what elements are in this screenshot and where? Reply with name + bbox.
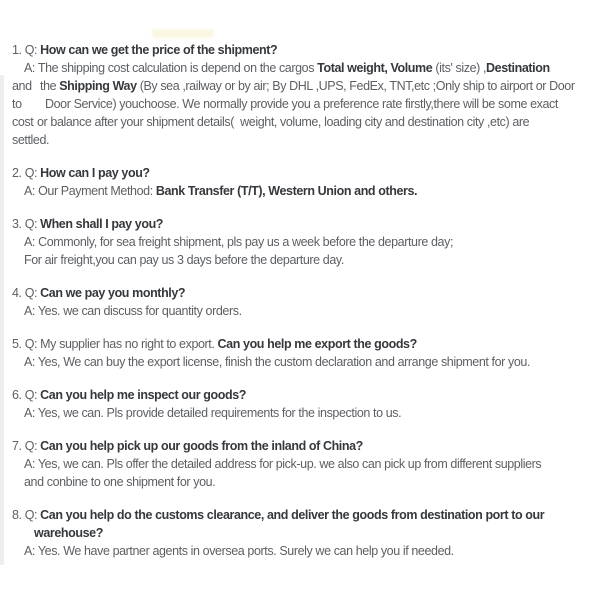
faq-bold-text: Shipping Way [59, 79, 137, 93]
faq-text: A: Yes, We can buy the export license, finish the custom declaration and arrange shipment for you. [24, 355, 531, 369]
faq-bold-text: When shall I pay you? [40, 217, 164, 231]
faq-text: 4. Q: [12, 286, 41, 300]
faq-bold-text: Can you help me export the goods? [217, 337, 417, 351]
faq-text: 1. Q: [12, 43, 41, 57]
faq-line [0, 233, 600, 251]
faq-text: A: Our Payment Method: [24, 184, 156, 198]
faq-bold-text: Can you help pick up our goods from the inland of China? [40, 439, 363, 453]
faq-text: (By sea ,railway or by air; By DHL ,UPS, FedEx, TNT,etc ;Only ship to airport or Door [136, 79, 575, 93]
faq-line [0, 113, 600, 131]
faq-bold-text: warehouse? [34, 526, 103, 540]
faq-text: or balance after your shipment details( weight, volume, loading city and destination city ,etc) are [37, 115, 530, 129]
faq-bold-text: How can we get the price of the shipment? [40, 43, 278, 57]
faq-bold-text: Destination [486, 61, 550, 75]
faq-bold-text: Can you help do the customs clearance, and deliver the goods from destination port to our [40, 508, 545, 522]
faq-text: A: The shipping cost calculation is depend on the cargos [24, 61, 318, 75]
faq-text: 3. Q: [12, 217, 41, 231]
faq-line [0, 353, 600, 371]
faq-bold-text: Total weight, Volume [317, 61, 433, 75]
faq-text: A: Yes, we can. Pls offer the detailed address for pick-up. we also can pick up from different suppliers [24, 457, 542, 471]
faq-bold-text: Bank Transfer (T/T), Western Union and others. [155, 184, 418, 198]
faq-text: For air freight,you can pay us 3 days before the departure day. [24, 253, 344, 267]
faq-line [0, 542, 600, 560]
faq-item-q4 [0, 284, 600, 320]
faq-line [0, 77, 600, 95]
faq-line [0, 335, 600, 353]
faq-text: 5. Q: My supplier has no right to export. [12, 337, 218, 351]
faq-line [0, 455, 600, 473]
faq-item-q2 [0, 164, 600, 200]
faq-line [0, 473, 600, 491]
faq-line [0, 284, 600, 302]
faq-item-q5 [0, 335, 600, 371]
faq-item-q7 [0, 437, 600, 491]
faq-text: Door Service) youchoose. We normally provide you a preference rate firstly,there will be some exact [45, 97, 558, 111]
faq-line [0, 524, 600, 542]
faq-text: 6. Q: [12, 388, 41, 402]
faq-text: (its' size) , [432, 61, 487, 75]
faq-text: cost [12, 115, 34, 129]
faq-line [0, 95, 600, 113]
faq-text: A: Yes. We have partner agents in oversea ports. Surely we can help you if needed. [24, 544, 454, 558]
faq-line [0, 215, 600, 233]
faq-item-q1 [0, 41, 600, 149]
faq-text: 8. Q: [12, 508, 41, 522]
faq-line [0, 59, 600, 77]
faq-text: settled. [12, 133, 50, 147]
faq-bold-text: Can you help me inspect our goods? [40, 388, 247, 402]
faq-line [0, 302, 600, 320]
faq-line [0, 386, 600, 404]
faq-line [0, 251, 600, 269]
faq-text: A: Yes. we can discuss for quantity orders. [24, 304, 242, 318]
faq-text: and conbine to one shipment for you. [24, 475, 216, 489]
faq-item-q8 [0, 506, 600, 560]
faq-line [0, 404, 600, 422]
faq-bold-text: How can I pay you? [40, 166, 150, 180]
faq-line [0, 506, 600, 524]
faq-text: 7. Q: [12, 439, 41, 453]
faq-text: and [12, 79, 32, 93]
faq-item-q6 [0, 386, 600, 422]
faq-text: 2. Q: [12, 166, 41, 180]
faq-line [0, 41, 600, 59]
faq-line [0, 182, 600, 200]
faq-line [0, 131, 600, 149]
faq-bold-text: Can we pay you monthly? [40, 286, 186, 300]
faq-text: A: Yes, we can. Pls provide detailed requirements for the inspection to us. [24, 406, 402, 420]
faq-item-q3 [0, 215, 600, 269]
faq-text: the [40, 79, 60, 93]
faq-line [0, 164, 600, 182]
faq-text: to [12, 97, 22, 111]
faq-text: A: Commonly, for sea freight shipment, pls pay us a week before the departure day; [24, 235, 454, 249]
faq-line [0, 437, 600, 455]
